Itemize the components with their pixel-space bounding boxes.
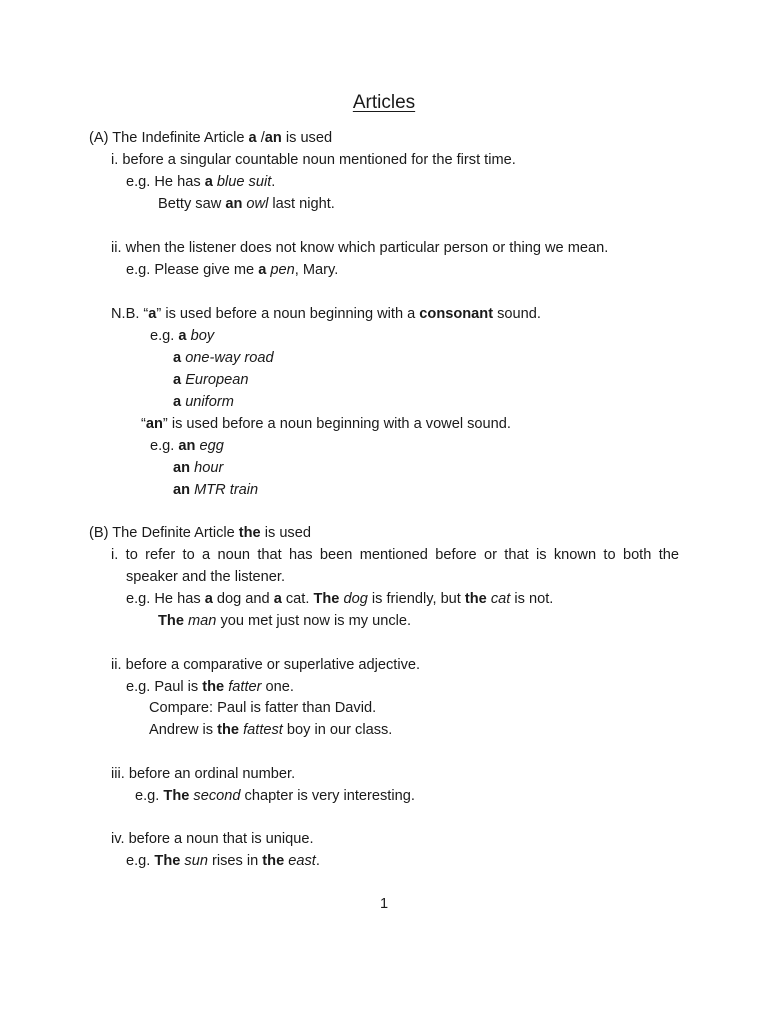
text: e.g. Paul is: [126, 679, 203, 695]
text: sound.: [493, 306, 541, 322]
section-b-point-iii-example: [135, 787, 415, 805]
italic-term: egg: [199, 438, 224, 454]
nb-a-example-1: [150, 327, 214, 345]
text: boy in our class.: [282, 722, 393, 738]
bold-term: a: [173, 350, 182, 366]
section-b-heading: [89, 524, 311, 542]
italic-term: sun: [184, 853, 208, 869]
text: chapter is very interesting.: [240, 788, 415, 804]
section-b-point-iv-example: [126, 852, 320, 870]
section-a-heading: [89, 129, 332, 147]
italic-term: cat: [490, 591, 511, 607]
bold-term: a: [204, 174, 213, 190]
italic-term: man: [188, 613, 217, 629]
text: you met just now is my uncle.: [216, 613, 412, 629]
section-a-point-ii: ii. when the listener does not know which particular person or thing we mean.: [111, 240, 609, 256]
italic-term: one-way road: [185, 350, 274, 366]
section-b-point-ii: ii. before a comparative or superlative adjective.: [111, 657, 421, 673]
section-b-point-iv: iv. before a noun that is unique.: [111, 831, 314, 847]
text: e.g. He has: [126, 591, 205, 607]
text: is friendly, but: [367, 591, 465, 607]
text: one.: [261, 679, 294, 695]
italic-term: second: [193, 788, 241, 804]
text: e.g.: [135, 788, 164, 804]
section-a-point-i-example-1: [126, 173, 275, 191]
bold-term: a: [204, 591, 213, 607]
italic-term: fatter: [228, 679, 262, 695]
italic-term: hour: [194, 460, 224, 476]
text: e.g.: [150, 438, 179, 454]
italic-term: owl: [246, 196, 269, 212]
nb-consonant-note: [111, 305, 541, 323]
text: e.g. Please give me: [126, 262, 259, 278]
text: , Mary.: [294, 262, 339, 278]
bold-term: a: [258, 262, 267, 278]
nb-an-example-2: [173, 459, 223, 477]
text: (A) The Indefinite Article: [89, 130, 249, 146]
text: /: [256, 130, 265, 146]
text: is not.: [510, 591, 554, 607]
italic-term: European: [185, 372, 249, 388]
text: “: [141, 416, 146, 432]
text: Betty saw: [158, 196, 226, 212]
bold-term: The: [163, 788, 190, 804]
nb-a-example-2: [173, 349, 274, 367]
text: is used: [281, 130, 333, 146]
bold-term: an: [178, 438, 196, 454]
nb-an-example-1: [150, 437, 224, 455]
bold-term: a: [178, 328, 187, 344]
section-b-point-ii-example-1: [126, 678, 294, 696]
italic-term: uniform: [185, 394, 234, 410]
section-b-point-ii-compare: Compare: Paul is fatter than David.: [149, 700, 377, 716]
section-a-point-i-example-2: [158, 195, 335, 213]
bold-term: The: [313, 591, 340, 607]
nb-vowel-note: [141, 415, 511, 433]
section-a-point-i: i. before a singular countable noun mentioned for the first time.: [111, 152, 516, 168]
bold-term: the: [262, 853, 285, 869]
text: .: [315, 853, 320, 869]
italic-term: pen: [270, 262, 295, 278]
text: Andrew is: [149, 722, 218, 738]
bold-term: an: [173, 460, 191, 476]
section-b-point-i-line-2: speaker and the listener.: [126, 569, 286, 585]
bold-term: a: [148, 306, 157, 322]
bold-term: the: [217, 722, 240, 738]
text: e.g.: [150, 328, 179, 344]
bold-term: The: [154, 853, 181, 869]
text: e.g.: [126, 853, 155, 869]
nb-a-example-3: [173, 371, 248, 389]
italic-term: fattest: [243, 722, 283, 738]
italic-term: east: [288, 853, 316, 869]
bold-term: The: [158, 613, 184, 629]
nb-a-example-4: [173, 393, 234, 411]
section-b-point-iii: iii. before an ordinal number.: [111, 766, 296, 782]
text: ” is used before a noun beginning with a vowel sound.: [162, 416, 511, 432]
bold-term: an: [173, 482, 191, 498]
text: .: [271, 174, 276, 190]
bold-term: the: [238, 525, 261, 541]
page-number: 1: [379, 896, 389, 912]
text: last night.: [268, 196, 335, 212]
italic-term: boy: [190, 328, 215, 344]
bold-term: a: [173, 372, 182, 388]
bold-term: a: [248, 130, 257, 146]
text: is used: [260, 525, 311, 541]
bold-term: consonant: [419, 306, 494, 322]
section-a-point-ii-example: [126, 261, 338, 279]
nb-an-example-3: [173, 481, 258, 499]
text: e.g. He has: [126, 174, 205, 190]
bold-term: an: [264, 130, 282, 146]
text: (B) The Definite Article: [89, 525, 239, 541]
italic-term: dog: [343, 591, 368, 607]
text: cat.: [281, 591, 314, 607]
text: ” is used before a noun beginning with a: [156, 306, 420, 322]
bold-term: an: [225, 196, 243, 212]
section-b-point-i-example-1: [126, 590, 553, 608]
page-title: Articles: [352, 92, 416, 113]
text: rises in: [207, 853, 263, 869]
bold-term: a: [173, 394, 182, 410]
section-b-point-ii-example-2: [149, 721, 392, 739]
section-b-point-i-example-2: [158, 612, 411, 630]
bold-term: an: [145, 416, 163, 432]
section-b-point-i-line-1: i. to refer to a noun that has been mentioned before or that is known to both the: [111, 547, 679, 563]
italic-term: MTR train: [194, 482, 259, 498]
bold-term: the: [464, 591, 487, 607]
bold-term: a: [273, 591, 282, 607]
text: N.B. “: [111, 306, 149, 322]
italic-term: blue suit: [216, 174, 272, 190]
bold-term: the: [202, 679, 225, 695]
text: dog and: [212, 591, 274, 607]
